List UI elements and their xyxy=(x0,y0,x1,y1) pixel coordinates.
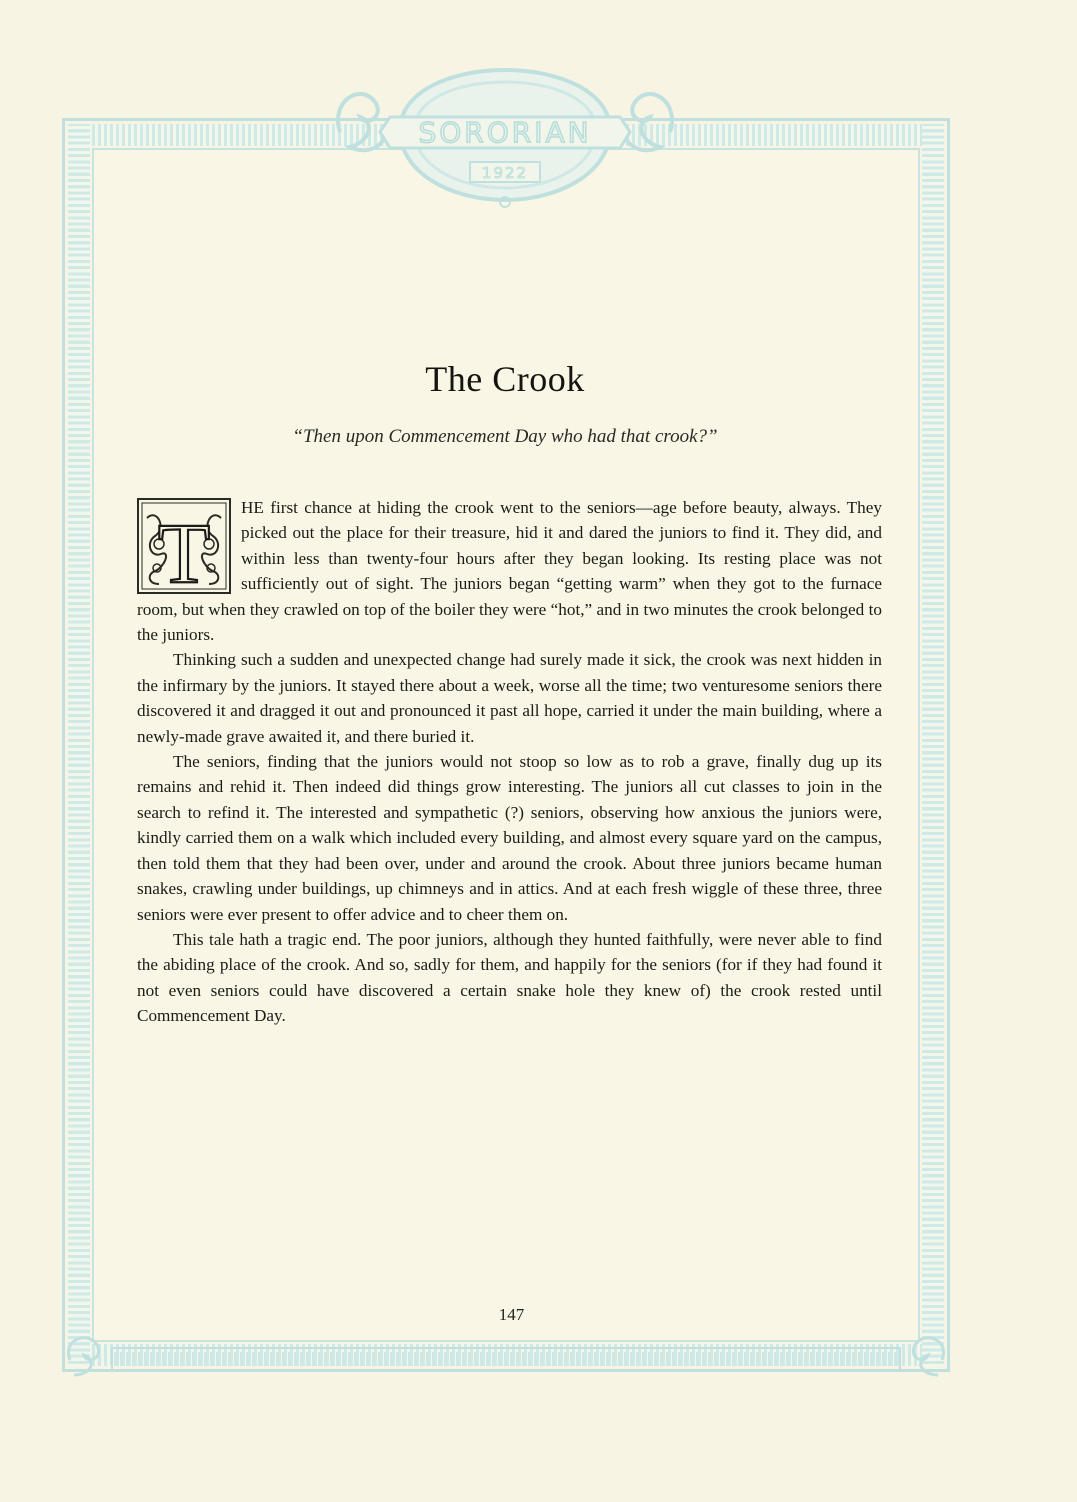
footer-scroll-ornament xyxy=(62,1330,950,1380)
paragraph-3: The seniors, finding that the juniors would not stoop so low as to rob a grave, finally dug up its remains and rehid it. Then indeed did things grow interesting. The juniors all cut classes to join in the search to refind it. The interested and sympathetic (?) seniors, observing how anxious the juniors were, kindly carried them on a walk which included every building, and almost every square yard on the campus, then told them that they had been over, under and around the crook. About three juniors became human snakes, crawling under buildings, up chimneys and in attics. And at each fresh wiggle of these three, three seniors were ever present to offer advice and to cheer them on. xyxy=(137,752,882,924)
sororian-crest-logo xyxy=(330,62,680,212)
article-epigraph: “Then upon Commencement Day who had that crook?” xyxy=(292,426,718,447)
ornamental-dropcap-icon xyxy=(137,498,231,594)
article-title: The Crook xyxy=(425,359,585,399)
dropcap-letter: T xyxy=(157,505,211,594)
paragraph-4: This tale hath a tragic end. The poor juniors, although they hunted faithfully, were never able to find the abiding place of the crook. And so, sadly for them, and happily for the seniors (for if they had found it not even seniors could have discovered a certain snake hole they knew of) the crook rested until Commencement Day. xyxy=(137,929,882,1026)
crest-year-text: 1922 xyxy=(481,164,529,182)
article-body xyxy=(137,495,882,1029)
paragraph-1: HE first chance at hiding the crook went to the seniors—age before beauty, always. They picked out the place for their treasure, hid it and dared the juniors to find it. They did, and within less than twenty-four hours after they began looking. Its resting place was not sufficiently out of sight. The juniors began “getting warm” when they got to the furnace room, but when they crawled on top of the boiler they were “hot,” and in two minutes the crook belonged to the juniors. xyxy=(137,498,882,645)
page-number: 147 xyxy=(498,1305,525,1324)
crest-title-text: SORORIAN xyxy=(418,116,592,149)
paragraph-2: Thinking such a sudden and unexpected change had surely made it sick, the crook was next hidden in the infirmary by the juniors. It stayed there about a week, worse all the time; two venturesome seniors there discovered it and dragged it out and pronounced it past all hope, carried it under the main building, where a newly-made grave awaited it, and there buried it. xyxy=(137,650,882,746)
